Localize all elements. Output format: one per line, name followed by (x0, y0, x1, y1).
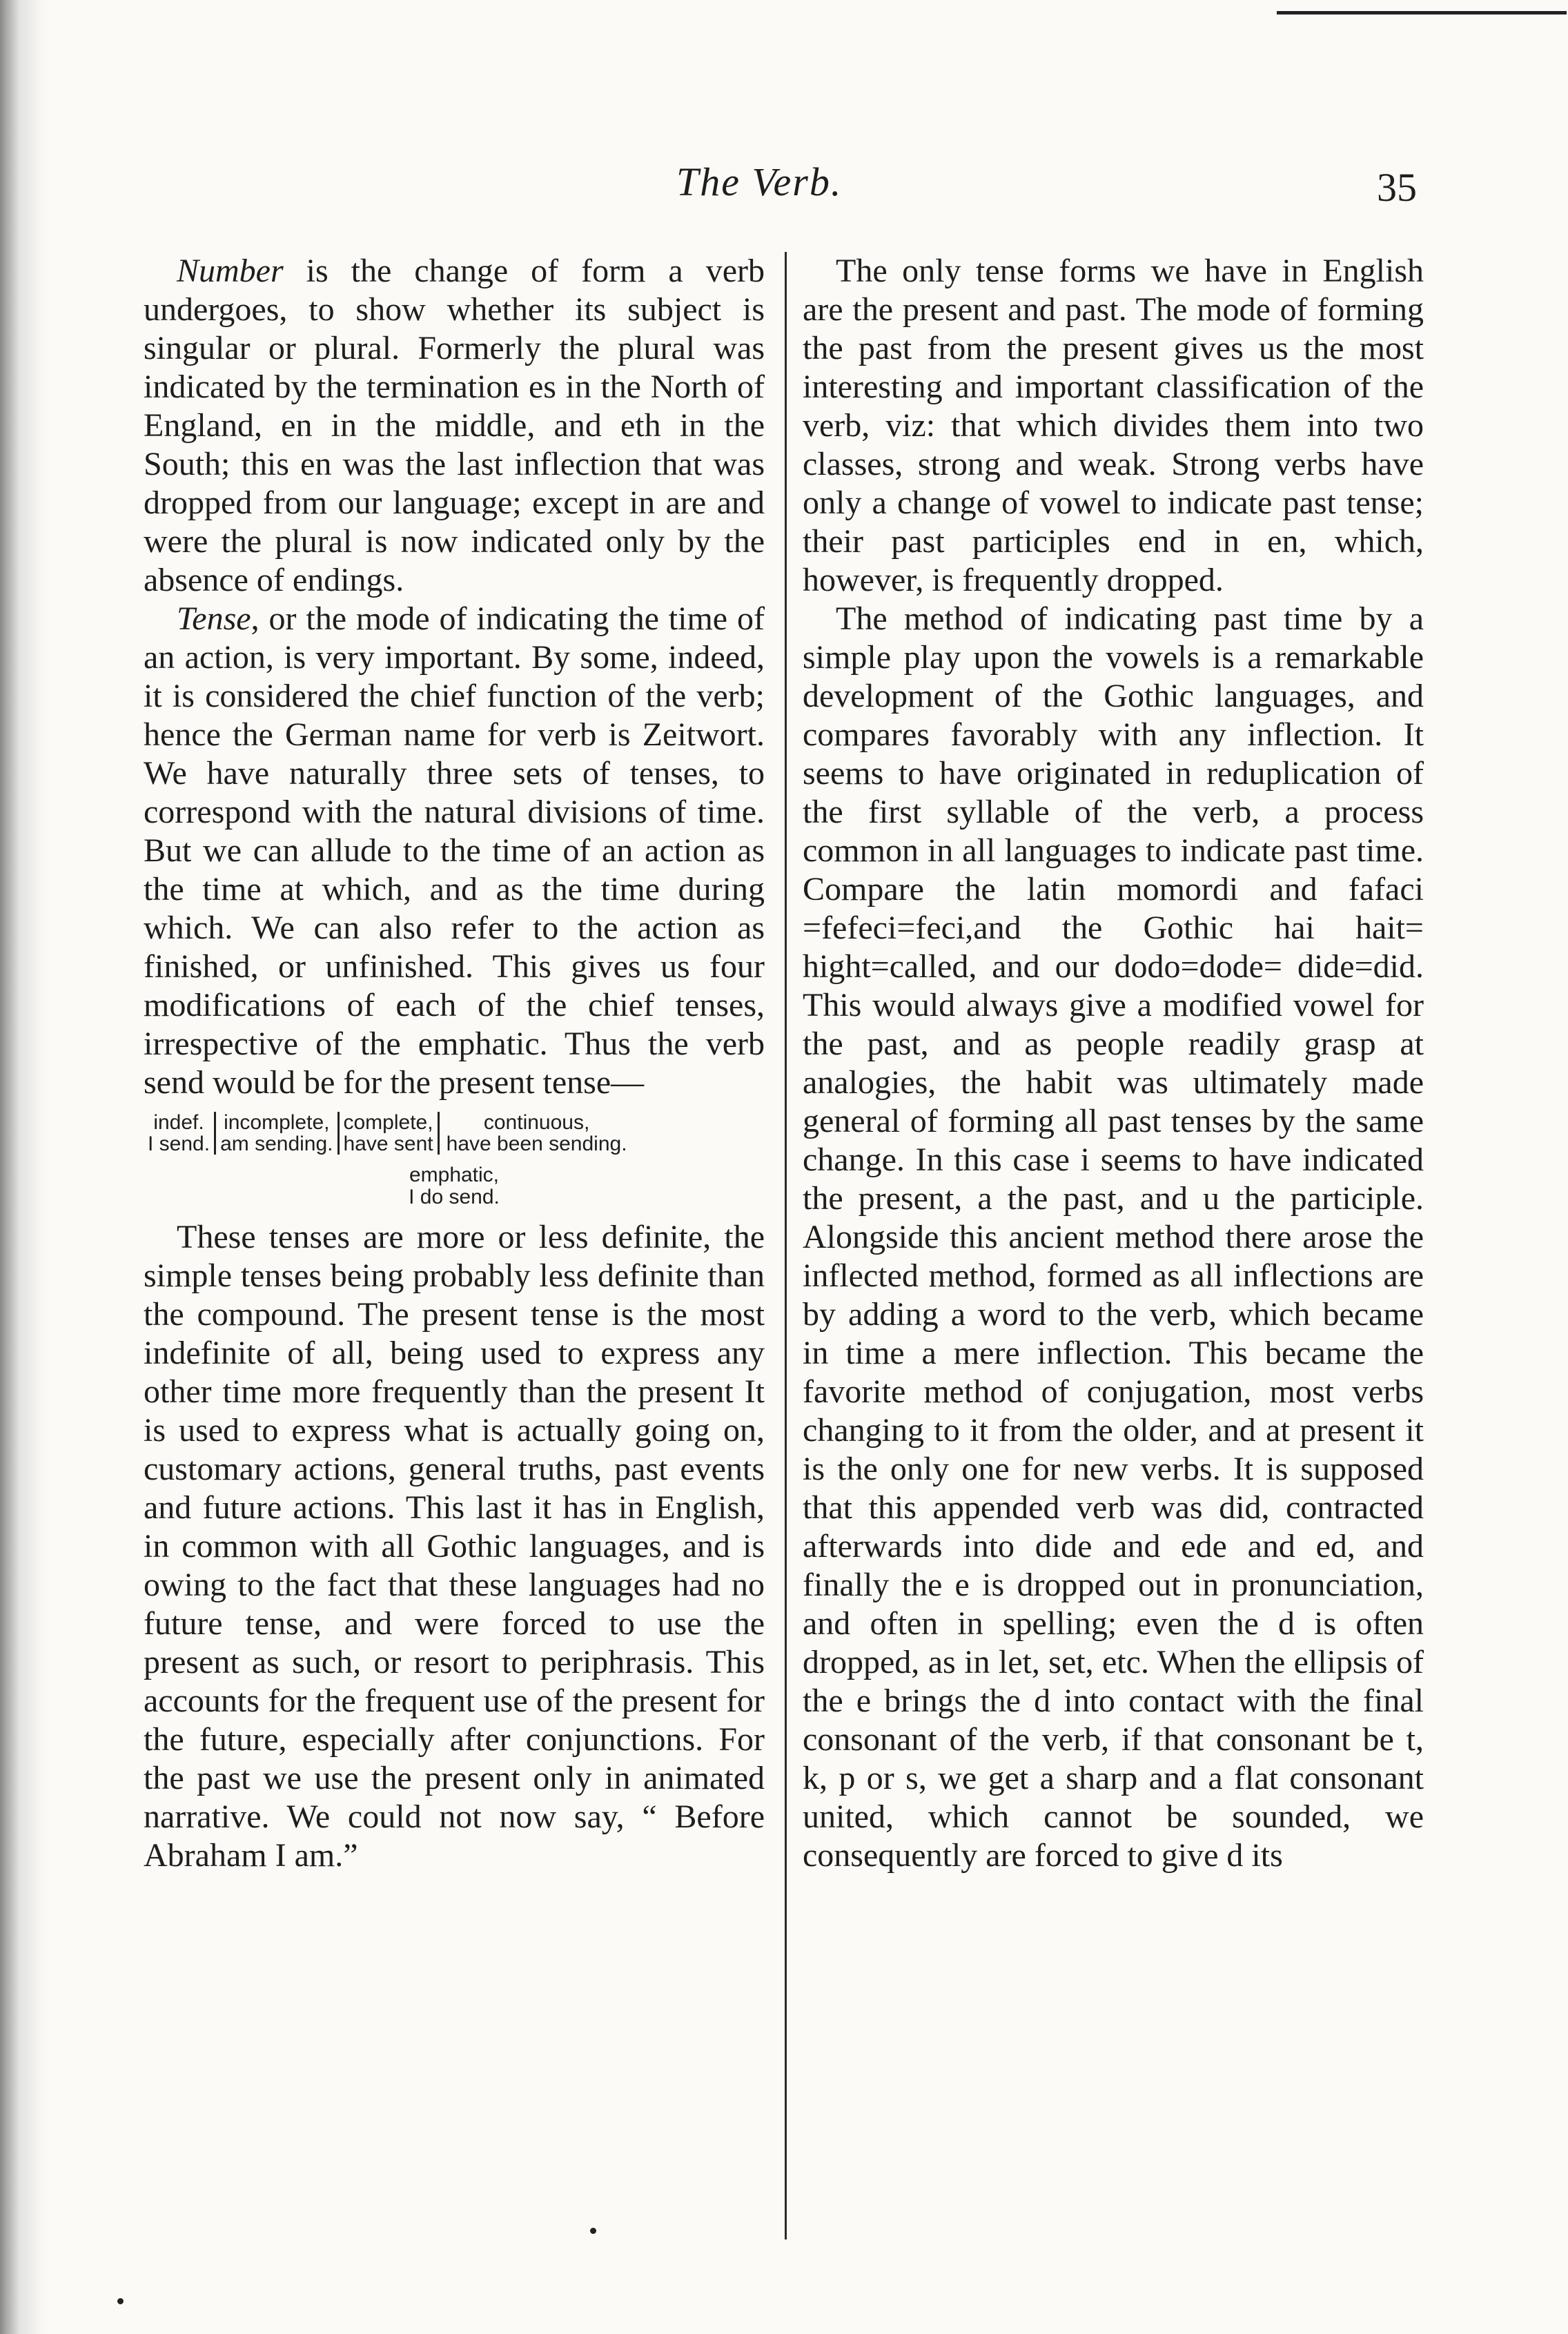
speck (590, 2228, 596, 2234)
paragraph-definite-tenses: These tenses are more or less definite, the simple tenses being probably less definite than the compound. The present tense is the most indefinite of all, being used to express any other time more frequently than the present It is used to express what is actually going on, customary actions, general truths, past events and future actions. This last it has in English, in common with all Gothic languages, and is owing to the fact that these languages had no future tense, and were forced to use the present as such, or resort to periphrasis. This accounts for the frequent use of the present for the future, especially after conjunctions. For the past we use the present only in animated narrative. We could not now say, “ Before Abraham I am.” (144, 1219, 765, 1874)
column-divider (785, 252, 787, 2239)
tense-example: am sending. (220, 1132, 333, 1155)
term-tense: Tense (177, 600, 251, 637)
tense-cell-continuous (440, 1112, 634, 1155)
tense-table (144, 1112, 765, 1155)
tense-label: continuous, (483, 1111, 590, 1134)
paragraph-number (144, 252, 765, 600)
tense-cell-incomplete (216, 1112, 339, 1155)
tense-cell-indefinite (144, 1112, 216, 1155)
tense-label: indef. (153, 1111, 204, 1134)
tense-example: I send. (148, 1132, 210, 1155)
speck (117, 2298, 124, 2304)
emphatic-label: emphatic, (409, 1164, 500, 1186)
tense-label: incomplete, (224, 1111, 330, 1134)
paragraph-number-text: is the change of form a verb undergoes, to show whether its subject is singular or plural. Formerly the plural was indicated by the termination es in the North of England, en in the middle, and eth in the South; this en was the last inflection that was dropped from our language; except in are and were the plural is now indicated only by the absence of endings. (144, 253, 765, 598)
top-rule (1277, 11, 1567, 14)
tense-cell-complete (340, 1112, 440, 1155)
left-column (144, 252, 765, 1875)
term-number: Number (177, 253, 284, 289)
paragraph-tense-forms: The only tense forms we have in English are the present and past. The mode of forming the past from the present gives us the most interesting and important classification of the verb, viz: that which divides them into two classes, strong and weak. Strong verbs have only a change of vowel to indicate past tense; their past participles end in en, which, however, is frequently dropped. (803, 253, 1424, 598)
paragraph-past-time: The method of indicating past time by a simple play upon the vowels is a remarkable development of the Gothic languages, and compares favorably with any inflection. It seems to have originated in reduplication of the first syllable of the verb, a process common in all languages to indicate past time. Compare the latin momordi and fafaci =fefeci=feci,and the Gothic hai hait= hight=called, and our dodo=dode= dide=did. This would always give a modified vowel for the past, and as people readily grasp at analogies, the habit was ultimately made general of forming all past tenses by the same change. In this case i seems to have indicated the present, a the past, and u the participle. Alongside this ancient method there arose the inflected method, formed as all inflections are by adding a word to the verb, which became in time a mere inflection. This became the favorite method of conjugation, most verbs changing to it from the older, and at present it is the only one for new verbs. It is supposed that this appended verb was did, contracted afterwards into dide and ede and ed, and finally the e is dropped out in pronunciation, and often in spelling; even the d is often dropped, as in let, set, etc. When the ellipsis of the e brings the d into contact with the final consonant of the verb, if that consonant be t, k, p or s, we get a sharp and a flat consonant united, which cannot be sounded, we consequently are forced to give d its (803, 600, 1424, 1874)
right-column (803, 252, 1424, 1875)
paragraph-tense-text: , or the mode of indicating the time of an action, is very important. By some, indeed, it is considered the chief function of the verb; hence the German name for verb is Zeitwort. We have naturally three sets of tenses, to correspond with the natural divisions of time. But we can allude to the time of an action as the time at which, and as the time during which. We can also refer to the action as finished, or unfinished. This gives us four modifications of each of the chief tenses, irrespective of the emphatic. Thus the verb send would be for the present tense— (144, 600, 765, 1101)
page-number: 35 (1377, 165, 1417, 210)
running-head: The Verb. (676, 159, 843, 204)
tense-label: complete, (343, 1111, 433, 1134)
emphatic-form (144, 1164, 765, 1208)
paragraph-tense (144, 600, 765, 1102)
emphatic-example: I do send. (409, 1186, 500, 1208)
tense-example: have sent (343, 1132, 433, 1155)
tense-example: have been sending. (446, 1132, 627, 1155)
scan-edge-shadow (0, 0, 48, 2334)
